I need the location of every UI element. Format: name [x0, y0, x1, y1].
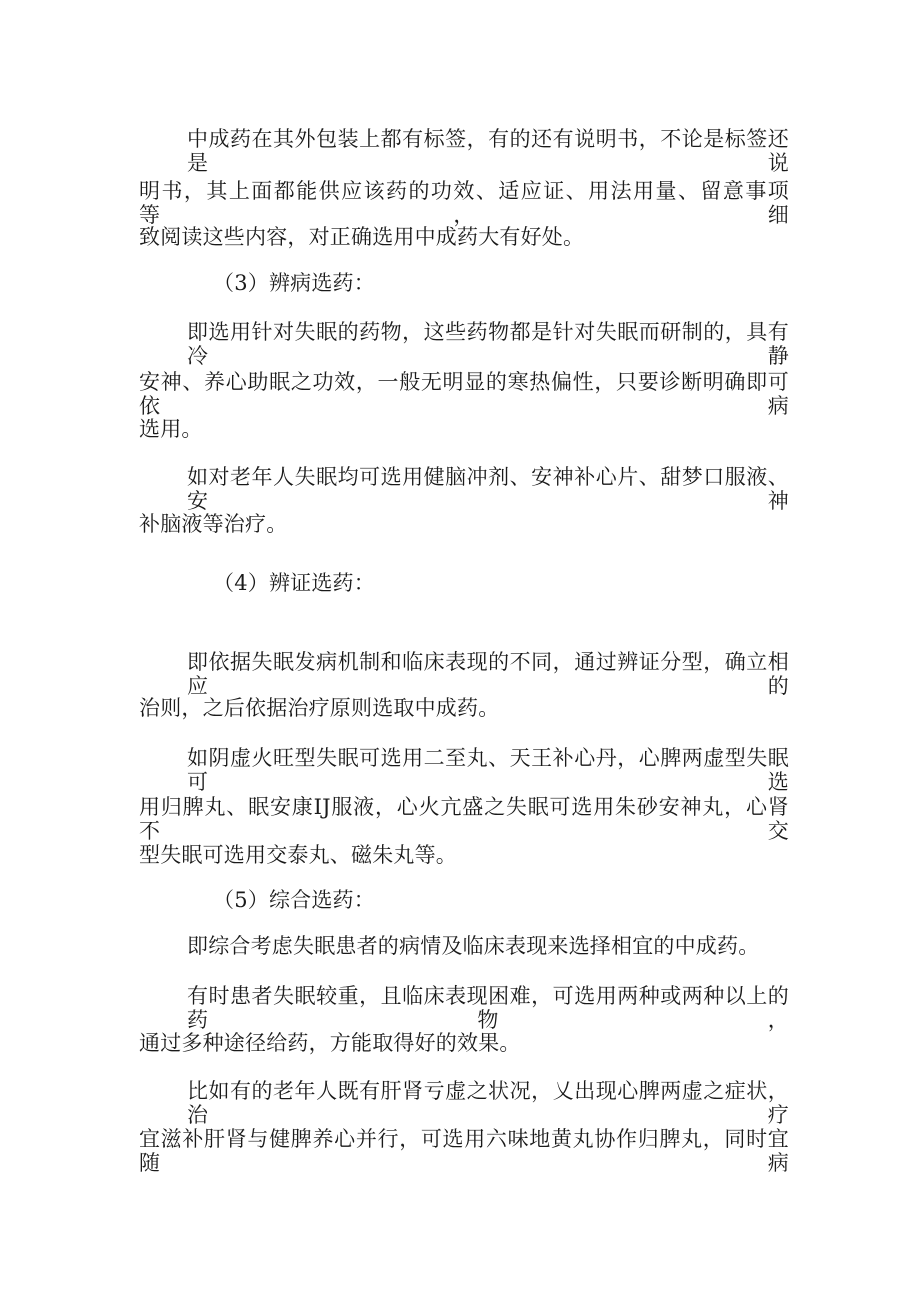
paragraph-4-line-2: 治则，之后依据治疗原则选取中成药。	[139, 696, 500, 720]
section-heading-5: （5）综合选药：	[213, 888, 375, 912]
paragraph-7-line-1: 有时患者失眠较重，且临床表现困难，可选用两种或两种以上的药物，	[187, 984, 789, 1032]
paragraph-1-line-3: 致阅读这些内容，对正确选用中成药大有好处。	[139, 225, 585, 249]
paragraph-2-line-1: 即选用针对失眠的药物，这些药物都是针对失眠而研制的，具有冷静	[187, 320, 789, 368]
paragraph-6-line-1: 即综合考虑失眠患者的病情及临床表现来选择相宜的中成药。	[187, 934, 760, 958]
paragraph-8-line-1: 比如有的老年人既有肝肾亏虚之状况，乂出现心脾两虚之症状，治疗	[187, 1079, 789, 1127]
paragraph-2-line-3: 选用。	[139, 417, 203, 441]
paragraph-7-line-2: 通过多种途径给药，方能取得好的效果。	[139, 1031, 521, 1055]
paragraph-1-line-1: 中成药在其外包装上都有标签，有的还有说明书，不论是标签还是说	[187, 127, 789, 175]
section-heading-4: （4）辨证选药：	[213, 571, 375, 595]
paragraph-5-line-1: 如阴虚火旺型失眠可选用二至丸、天王补心丹，心脾两虚型失眠可选	[187, 746, 789, 794]
paragraph-3-line-1: 如对老年人失眠均可选用健脑冲剂、安神补心片、甜梦口服液、安神	[187, 465, 789, 513]
paragraph-2-line-2: 安神、养心助眠之功效，一般无明显的寒热偏性，只要诊断明确即可依病	[139, 370, 789, 418]
paragraph-4-line-1: 即依据失眠发病机制和临床表现的不同，通过辨证分型，确立相应的	[187, 650, 789, 698]
paragraph-5-line-3: 型失眠可选用交泰丸、磁朱丸等。	[139, 843, 457, 867]
paragraph-3-line-2: 补脑液等治疗。	[139, 512, 288, 536]
paragraph-8-line-2: 宜滋补肝肾与健脾养心并行，可选用六味地黄丸协作归脾丸，同时宜随病	[139, 1127, 789, 1175]
paragraph-1-line-2: 明书，其上面都能供应该药的功效、适应证、用法用量、留意事项等，细	[139, 179, 789, 227]
section-heading-3: （3）辨病选药：	[213, 271, 375, 295]
paragraph-5-line-2: 用归脾丸、眠安康IJ服液，心火亢盛之失眠可选用朱砂安神丸，心肾不交	[139, 795, 789, 843]
